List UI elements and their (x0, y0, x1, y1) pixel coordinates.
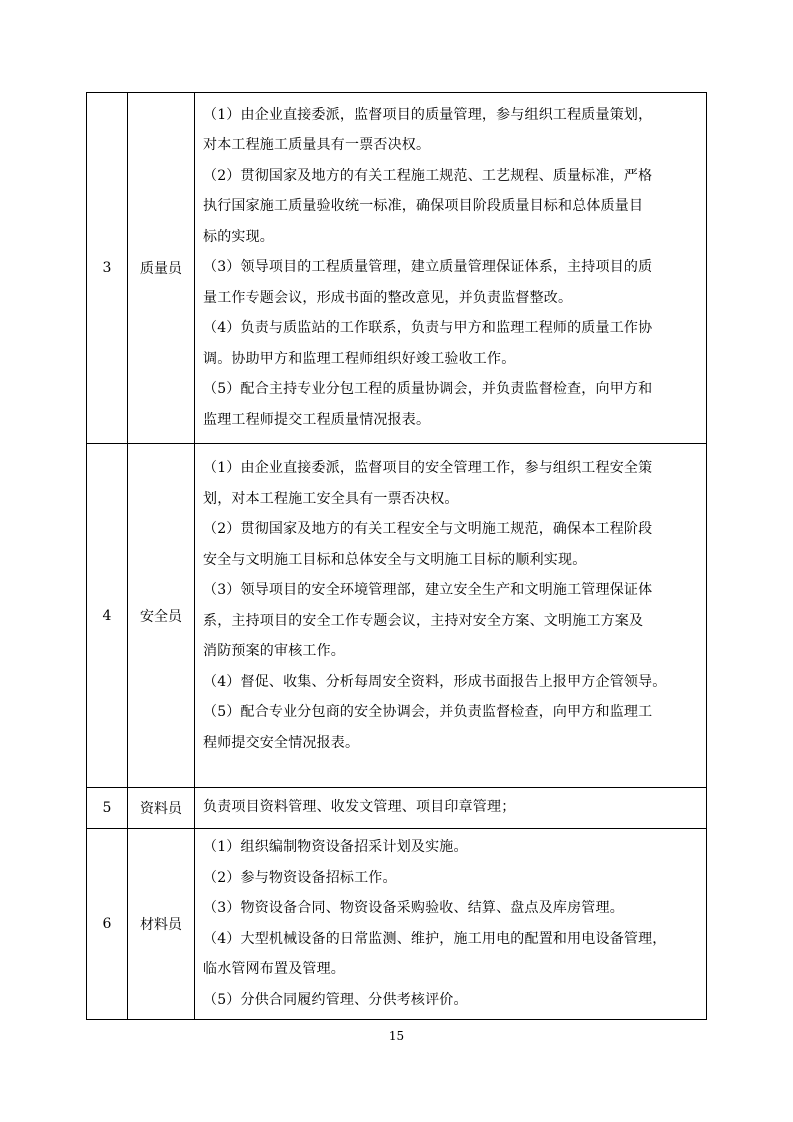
duty-item: （3）物资设备合同、物资设备采购验收、结算、盘点及库房管理。 (203, 900, 624, 916)
duty-item: （4）大型机械设备的日常监测、维护，施工用电的配置和用电设备管理， 临水管网布置及管理。 (203, 930, 667, 977)
duty-item: （3）领导项目的安全环境管理部，建立安全生产和文明施工管理保证体 系，主持项目的安全工作专题会议，主持对安全方案、文明施工方案及 消防预案的审核工作。 (203, 582, 653, 659)
duty-item: （1）组织编制物资设备招采计划及实施。 (203, 839, 468, 855)
duty-item: （5）配合主持专业分包工程的质量协调会，并负责监督检查，向甲方和 监理工程师提交工程质量情况报表。 (203, 381, 653, 428)
duty-item: （4）负责与质监站的工作联系，负责与甲方和监理工程师的质量工作协 调。协助甲方和监理工程师组织好竣工验收工作。 (203, 320, 653, 367)
duty-item: 负责项目资料管理、收发文管理、项目印章管理； (203, 799, 516, 816)
duties-cell (195, 829, 707, 1020)
responsibilities-table (86, 92, 707, 1020)
duties-cell (195, 93, 707, 444)
table-row (87, 829, 707, 1020)
duty-item: （2）贯彻国家及地方的有关工程安全与文明施工规范，确保本工程阶段 安全与文明施工目标和总体安全与文明施工目标的顺利实现。 (203, 521, 653, 568)
duty-item: （2）参与物资设备招标工作。 (203, 869, 397, 886)
duty-item: （3）领导项目的工程质量管理，建立质量管理保证体系，主持项目的质 量工作专题会议，形成书面的整改意见，并负责监督整改。 (203, 259, 653, 306)
page-number: 15 (388, 1029, 405, 1043)
duty-item: （1）由企业直接委派，监督项目的质量管理，参与组织工程质量策划， 对本工程施工质量具有一票否决权。 (203, 106, 653, 154)
row-number: 5 (87, 788, 128, 829)
duty-item: （4）督促、收集、分析每周安全资料，形成书面报告上报甲方企管领导。 (203, 673, 667, 690)
role-name: 材料员 (128, 829, 195, 1020)
row-number: 6 (87, 829, 128, 1020)
duties-cell (195, 444, 707, 788)
duties-cell (195, 788, 707, 829)
table-row (87, 788, 707, 829)
row-number: 3 (87, 93, 128, 444)
duty-item: （5）配合专业分包商的安全协调会，并负责监督检查，向甲方和监理工 程师提交安全情况报表。 (203, 704, 653, 751)
role-name: 质量员 (128, 93, 195, 444)
table-row (87, 93, 707, 444)
row-number: 4 (87, 444, 128, 788)
role-name: 安全员 (128, 444, 195, 788)
role-name: 资料员 (128, 788, 195, 829)
duty-item: （5）分供合同履约管理、分供考核评价。 (203, 991, 468, 1008)
duty-item: （2）贯彻国家及地方的有关工程施工规范、工艺规程、质量标准，严格 执行国家施工质量验收统一标准，确保项目阶段质量目标和总体质量目 标的实现。 (203, 167, 653, 245)
table-row (87, 444, 707, 788)
duty-item: （1）由企业直接委派，监督项目的安全管理工作，参与组织工程安全策 划，对本工程施工安全具有一票否决权。 (203, 460, 653, 507)
